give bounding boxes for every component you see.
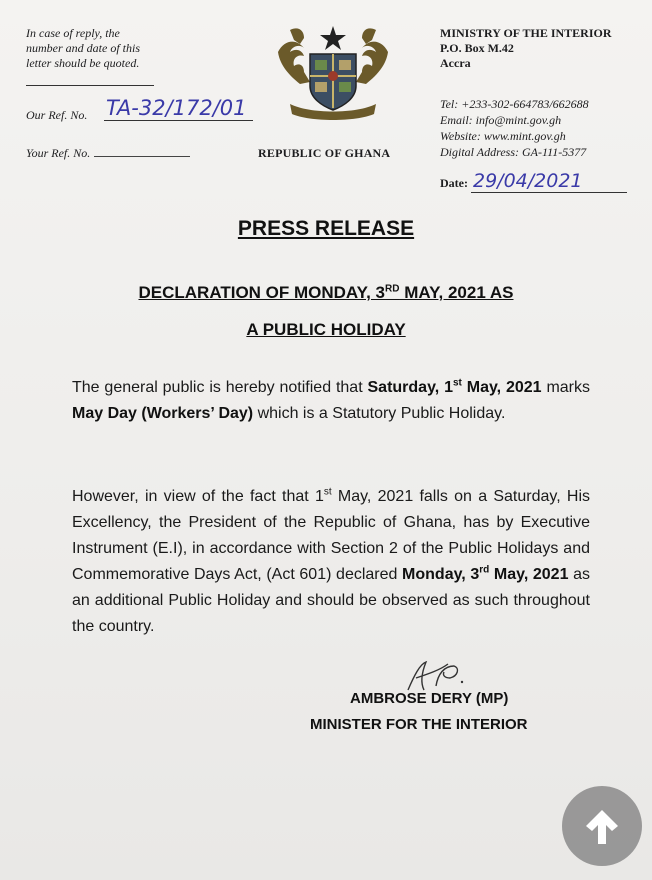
telephone: Tel: +233-302-664783/662688 xyxy=(440,97,589,111)
arrow-up-icon xyxy=(580,804,624,848)
ghana-coat-of-arms-icon xyxy=(270,22,396,126)
signer-title: MINISTER FOR THE INTERIOR xyxy=(310,716,528,733)
reply-note xyxy=(26,26,176,86)
date-value: 29/04/2021 xyxy=(471,170,627,193)
your-ref-label: Your Ref. No. xyxy=(26,146,91,160)
website: Website: www.mint.gov.gh xyxy=(440,129,566,143)
our-ref-value: TA-32/172/01 xyxy=(104,96,253,121)
reply-note-line: letter should be quoted. xyxy=(26,56,140,70)
bold-text: Monday, 3rd May, 2021 xyxy=(402,564,569,583)
reply-note-line: In case of reply, the xyxy=(26,26,120,40)
ministry-name: MINISTRY OF THE INTERIOR xyxy=(440,26,612,40)
date-row xyxy=(440,170,627,193)
scroll-to-top-button[interactable] xyxy=(562,786,642,866)
heading-superscript: RD xyxy=(385,283,400,295)
email: Email: info@mint.gov.gh xyxy=(440,113,562,127)
document-heading-line-1 xyxy=(0,283,652,303)
heading-text: MAY, 2021 AS xyxy=(399,283,514,302)
divider xyxy=(26,85,154,86)
date-label: Date: xyxy=(440,176,468,190)
republic-name: REPUBLIC OF GHANA xyxy=(258,146,391,160)
document-title: PRESS RELEASE xyxy=(237,217,415,240)
our-ref-label: Our Ref. No. xyxy=(26,108,88,122)
bold-text: Saturday, 1st May, 2021 xyxy=(367,377,542,396)
digital-address: Digital Address: GA-111-5377 xyxy=(440,145,587,159)
your-ref xyxy=(26,146,190,161)
heading-text: DECLARATION OF MONDAY, 3 xyxy=(138,283,386,302)
text: The general public is hereby notified that xyxy=(72,379,368,396)
reply-note-line: number and date of this xyxy=(26,41,140,55)
text: marks xyxy=(541,379,591,396)
po-box: P.O. Box M.42 xyxy=(440,41,514,55)
paragraph-2 xyxy=(72,484,590,640)
text: as an additional Public Holiday and should be observed as such throughout the country. xyxy=(72,566,590,635)
text: May, 2021 falls on a Saturday, His Excellency, the President of the Republic of Ghana, has by Executive Instrument (E.I), in accordance with Section 2 of the Public Holidays and Commemorative Days Act, (Act 601) declared xyxy=(72,488,591,583)
city: Accra xyxy=(440,56,471,70)
paragraph-1 xyxy=(72,375,590,427)
superscript: st xyxy=(323,486,332,498)
contact-info xyxy=(440,96,589,160)
ministry-address xyxy=(440,26,612,71)
text: However, in view of the fact that 1 xyxy=(72,488,324,505)
signer-name: AMBROSE DERY (MP) xyxy=(350,690,509,707)
bold-text: May Day (Workers’ Day) xyxy=(72,405,254,422)
your-ref-blank xyxy=(94,156,190,157)
text: which is a Statutory Public Holiday. xyxy=(253,405,506,422)
document-heading-line-2: A PUBLIC HOLIDAY xyxy=(246,320,406,339)
